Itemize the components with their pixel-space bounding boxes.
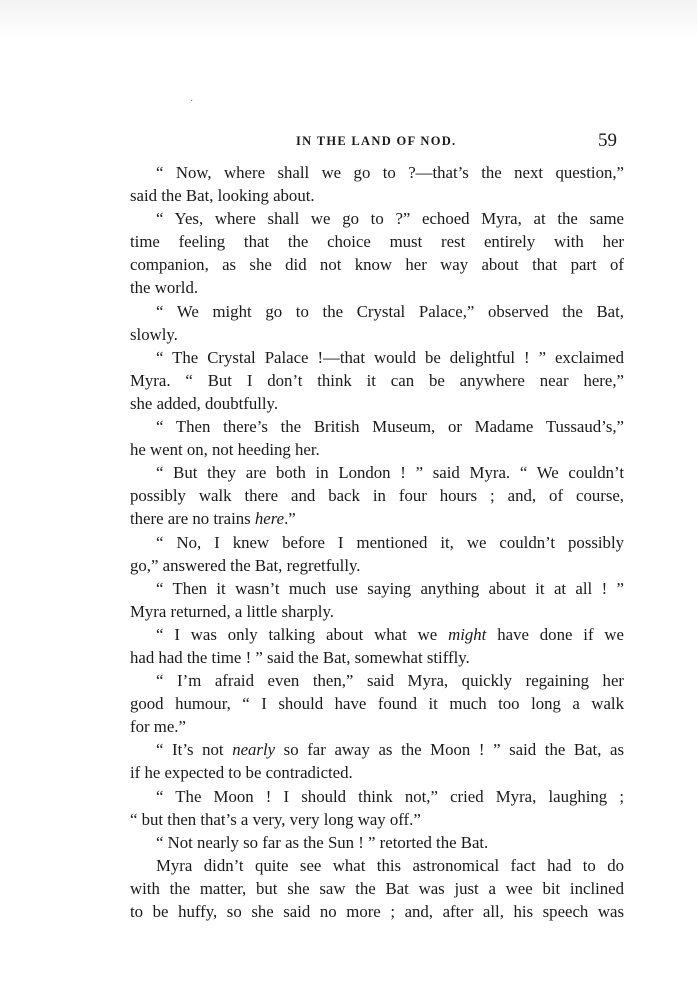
stray-mark: · bbox=[190, 96, 194, 107]
text-run: time feeling that the choice must rest entirely with her bbox=[130, 232, 624, 252]
text-run: Myra didn’t quite see what this astronomical fact had to do bbox=[156, 855, 624, 875]
text-line bbox=[130, 161, 624, 184]
text-run: “ No, I knew before I mentioned it, we couldn’t possibly bbox=[156, 532, 624, 552]
text-run: the world. bbox=[130, 278, 199, 298]
text-run: .” bbox=[284, 509, 296, 529]
text-run: “ The Crystal Palace !—that would be delightful ! ” exclaimed bbox=[156, 347, 624, 367]
text-line bbox=[130, 715, 624, 738]
text-run: with the matter, but she saw the Bat was just a wee bit inclined bbox=[130, 878, 624, 898]
text-line bbox=[130, 276, 624, 299]
text-line bbox=[130, 300, 624, 323]
emphasis-text: here bbox=[254, 509, 285, 529]
text-run: “ Then it wasn’t much use saying anything about it at all ! ” bbox=[156, 578, 624, 598]
text-line bbox=[130, 623, 624, 646]
text-run: Myra returned, a little sharply. bbox=[130, 601, 334, 621]
text-line bbox=[130, 738, 624, 761]
text-line bbox=[130, 346, 624, 369]
text-run: “ but then that’s a very, very long way off.” bbox=[130, 809, 421, 829]
emphasis-text: might bbox=[448, 624, 487, 644]
text-line bbox=[130, 415, 624, 438]
text-run: companion, as she did not know her way about that part of bbox=[130, 255, 624, 275]
text-run: if he expected to be contradicted. bbox=[130, 763, 353, 783]
text-line bbox=[130, 230, 624, 253]
text-run: “ Now, where shall we go to ?—that’s the next question,” bbox=[156, 163, 624, 182]
text-line bbox=[130, 438, 624, 461]
body-text bbox=[130, 161, 624, 923]
text-run: had had the time ! ” said the Bat, somewhat stiffly. bbox=[130, 647, 470, 667]
text-line bbox=[130, 808, 624, 831]
text-run: for me.” bbox=[130, 717, 186, 737]
text-run: have done if we bbox=[486, 624, 624, 644]
text-run: “ Yes, where shall we go to ?” echoed Myra, at the same bbox=[156, 209, 624, 229]
text-run: she added, doubtfully. bbox=[130, 393, 279, 413]
text-run: “ The Moon ! I should think not,” cried Myra, laughing ; bbox=[156, 786, 624, 806]
page-number: 59 bbox=[598, 130, 617, 151]
text-line bbox=[130, 484, 624, 507]
text-line bbox=[130, 253, 624, 276]
emphasis-text: nearly bbox=[232, 740, 276, 760]
text-line bbox=[130, 785, 624, 808]
page-top-shading bbox=[0, 0, 697, 38]
text-run: “ We might go to the Crystal Palace,” observed the Bat, bbox=[156, 301, 624, 321]
text-line bbox=[130, 507, 624, 530]
text-run: there are no trains bbox=[130, 509, 255, 529]
text-line bbox=[130, 669, 624, 692]
text-run: he went on, not heeding her. bbox=[130, 440, 320, 460]
text-line bbox=[130, 369, 624, 392]
running-head: IN THE LAND OF NOD. bbox=[296, 134, 457, 148]
text-run: slowly. bbox=[130, 324, 178, 344]
text-line bbox=[130, 646, 624, 669]
text-line bbox=[130, 461, 624, 484]
text-run: possibly walk there and back in four hours ; and, of course, bbox=[130, 486, 624, 506]
text-line bbox=[130, 207, 624, 230]
text-line bbox=[130, 577, 624, 600]
text-run: Myra. “ But I don’t think it can be anywhere near here,” bbox=[130, 370, 624, 390]
text-line bbox=[130, 392, 624, 415]
text-line bbox=[130, 831, 624, 854]
text-line bbox=[130, 600, 624, 623]
text-run: so far away as the Moon ! ” said the Bat, as bbox=[275, 740, 625, 760]
text-run: “ But they are both in London ! ” said Myra. “ We couldn’t bbox=[156, 463, 624, 483]
text-line bbox=[130, 761, 624, 784]
text-line bbox=[130, 900, 624, 923]
text-line bbox=[130, 531, 624, 554]
text-run: go,” answered the Bat, regretfully. bbox=[130, 555, 361, 575]
text-run: “ I’m afraid even then,” said Myra, quickly regaining her bbox=[156, 671, 624, 691]
text-run: “ Then there’s the British Museum, or Madame Tussaud’s,” bbox=[156, 417, 624, 437]
text-run: “ I was only talking about what we bbox=[156, 624, 449, 644]
text-line bbox=[130, 692, 624, 715]
text-run: “ Not nearly so far as the Sun ! ” retorted the Bat. bbox=[156, 832, 489, 852]
text-line bbox=[130, 854, 624, 877]
text-run: said the Bat, looking about. bbox=[130, 186, 315, 206]
text-line bbox=[130, 184, 624, 207]
text-run: “ It’s not bbox=[156, 740, 233, 760]
text-line bbox=[130, 323, 624, 346]
text-run: good humour, “ I should have found it much too long a walk bbox=[130, 694, 624, 714]
text-line bbox=[130, 877, 624, 900]
text-line bbox=[130, 554, 624, 577]
text-run: to be huffy, so she said no more ; and, after all, his speech was bbox=[130, 902, 624, 921]
